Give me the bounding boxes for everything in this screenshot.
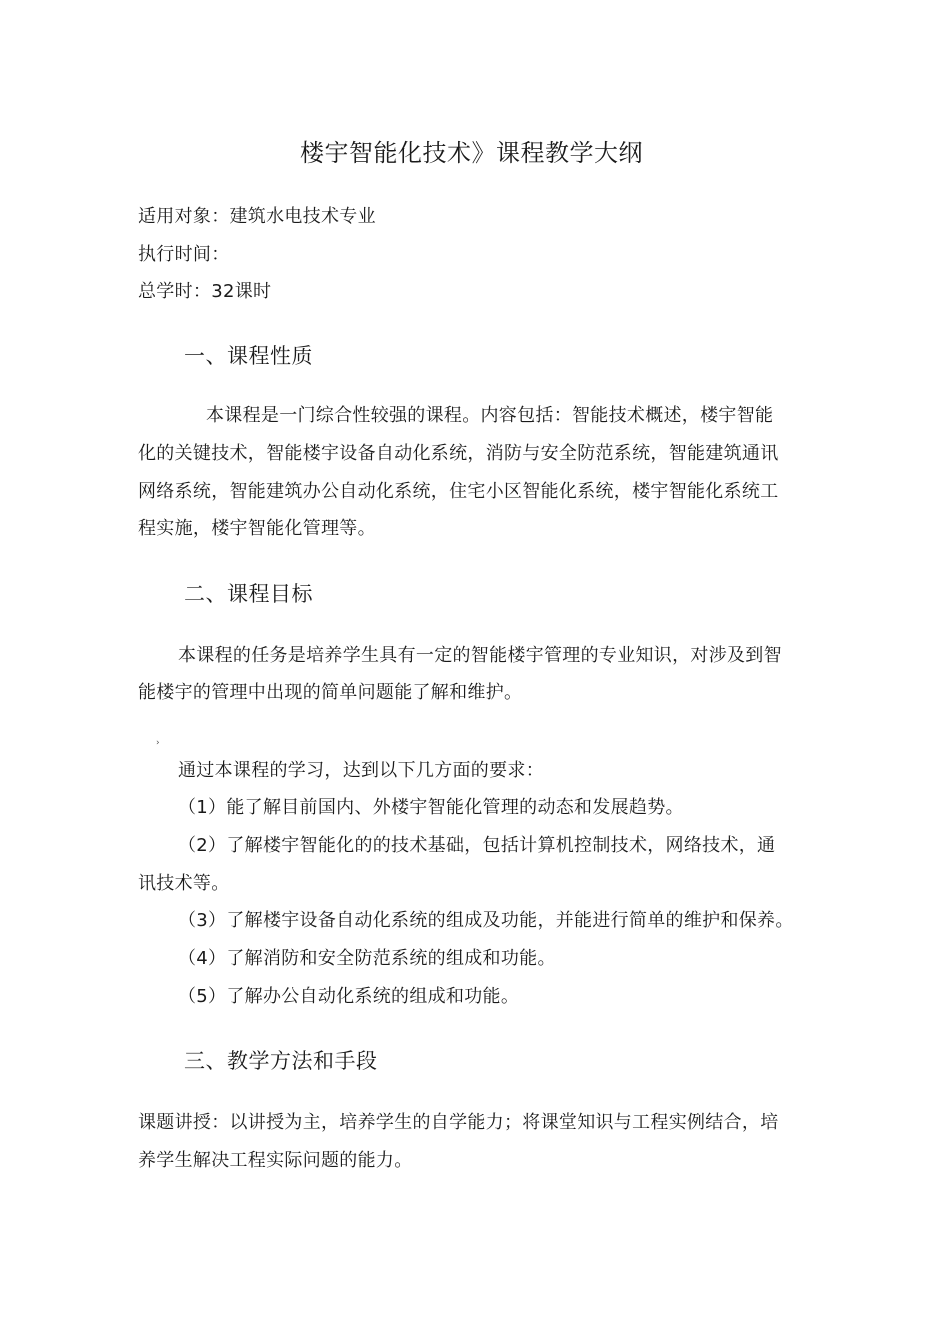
requirements-intro: 通过本课程的学习，达到以下几方面的要求： [178,760,544,781]
paragraph-line: 网络系统，智能建筑办公自动化系统，住宅小区智能化系统，楼宇智能化系统工 [138,481,779,502]
paragraph-line: 程实施，楼宇智能化管理等。 [138,518,376,539]
requirement-item-continued: 讯技术等。 [138,873,230,894]
paragraph-line: 本课程是一门综合性较强的课程。内容包括：智能技术概述，楼宇智能 [206,405,774,426]
paragraph-line: 本课程的任务是培养学生具有一定的智能楼宇管理的专业知识，对涉及到智 [178,645,782,666]
requirement-item: （5）了解办公自动化系统的组成和功能。 [178,986,520,1007]
meta-audience: 适用对象：建筑水电技术专业 [138,206,376,227]
document-title: 楼宇智能化技术》课程教学大纲 [300,139,643,167]
stray-mark: › [156,738,160,748]
section-heading-goals: 二、课程目标 [184,582,313,606]
paragraph-line: 课题讲授：以讲授为主，培养学生的自学能力；将课堂知识与工程实例结合，培 [138,1112,779,1133]
requirement-item: （3）了解楼宇设备自动化系统的组成及功能，并能进行简单的维护和保养。 [178,910,794,931]
paragraph-line: 养学生解决工程实际问题的能力。 [138,1150,413,1171]
paragraph-line: 化的关键技术，智能楼宇设备自动化系统，消防与安全防范系统，智能建筑通讯 [138,443,779,464]
requirement-item: （2）了解楼宇智能化的的技术基础，包括计算机控制技术，网络技术，通 [178,835,776,856]
section-heading-nature: 一、课程性质 [184,344,313,368]
paragraph-line: 能楼宇的管理中出现的简单问题能了解和维护。 [138,682,523,703]
meta-time: 执行时间： [138,244,230,265]
meta-hours: 总学时：32课时 [138,281,272,302]
requirement-item: （1）能了解目前国内、外楼宇智能化管理的动态和发展趋势。 [178,797,684,818]
section-heading-methods: 三、教学方法和手段 [184,1049,378,1073]
requirement-item: （4）了解消防和安全防范系统的组成和功能。 [178,948,556,969]
